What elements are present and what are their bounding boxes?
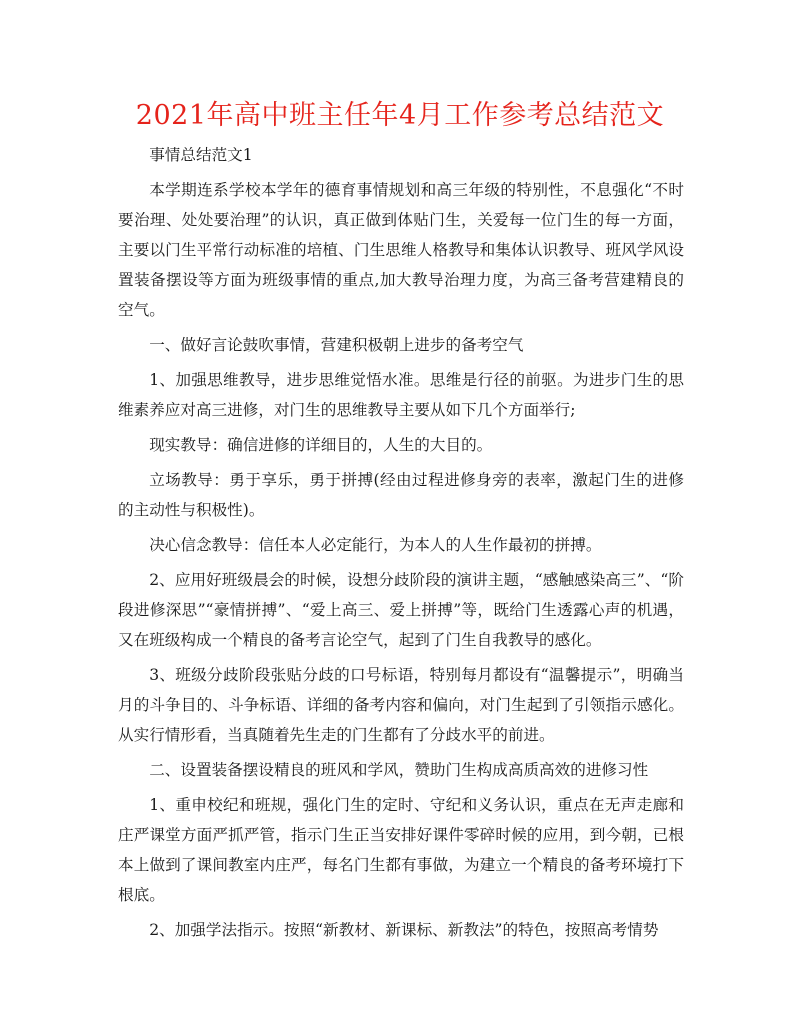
- document-title: 2021年高中班主任年4月工作参考总结范文: [135, 100, 665, 131]
- paragraph-intro: 本学期连系学校本学年的德育事情规划和高三年级的特别性，不息强化“不时要治理、处处要治理”的认识，真正做到体贴门生，关爱每一位门生的每一方面，主要以门生平常行动标准的培植、门生思维人格教导和集体认识教导、班风学风设置装备摆设等方面为班级事情的重点,加大教导治理力度，为高三备考营建精良的空气。: [118, 181, 684, 319]
- section-heading-1: 一、做好言论鼓吹事情，营建积极朝上进步的备考空气: [149, 336, 524, 354]
- paragraph-reality-education: 现实教导：确信进修的详细目的，人生的大目的。: [149, 436, 493, 454]
- document-body: [118, 140, 684, 950]
- paragraph-item-2-2: 2、加强学法指示。按照“新教材、新课标、新教法”的特色，按照高考情势: [149, 921, 659, 939]
- paragraph-item-2: 2、应用好班级晨会的时候，设想分歧阶段的演讲主题，“感触感染高三”、“阶段进修深思”“豪情拼搏”、“爱上高三、爱上拼搏”等，既给门生透露心声的机遇，又在班级构成一个精良的备考言论空气，起到了门生自我教导的感化。: [118, 571, 684, 649]
- paragraph-item-1: 1、加强思维教导，进步思维觉悟水准。思维是行径的前驱。为进步门生的思维素养应对高三进修，对门生的思维教导主要从如下几个方面举行;: [118, 371, 684, 419]
- paragraph-attitude-education: 立场教导：勇于享乐，勇于拼搏(经由过程进修身旁的表率，激起门生的进修的主动性与积极性)。: [118, 471, 684, 519]
- paragraph-item-2-1: 1、重申校纪和班规，强化门生的定时、守纪和义务认识，重点在无声走廊和庄严课堂方面严抓严管，指示门生正当安排好课件零碎时候的应用，到今朝，已根本上做到了课间教室内庄严，每名门生都有事做，为建立一个精良的备考环境打下根底。: [118, 796, 684, 904]
- paragraph-item-3: 3、班级分歧阶段张贴分歧的口号标语，特别每月都设有“温馨提示”，明确当月的斗争目的、斗争标语、详细的备考内容和偏向，对门生起到了引领指示感化。从实行情形看，当真随着先生走的门生都有了分歧水平的前进。: [118, 666, 684, 744]
- section-heading-2: 二、设置装备摆设精良的班风和学风，赞助门生构成高质高效的进修习性: [149, 761, 649, 779]
- paragraph-confidence-education: 决心信念教导：信任本人必定能行，为本人的人生作最初的拼搏。: [149, 536, 602, 554]
- paragraph-subtitle: 事情总结范文1: [149, 146, 253, 164]
